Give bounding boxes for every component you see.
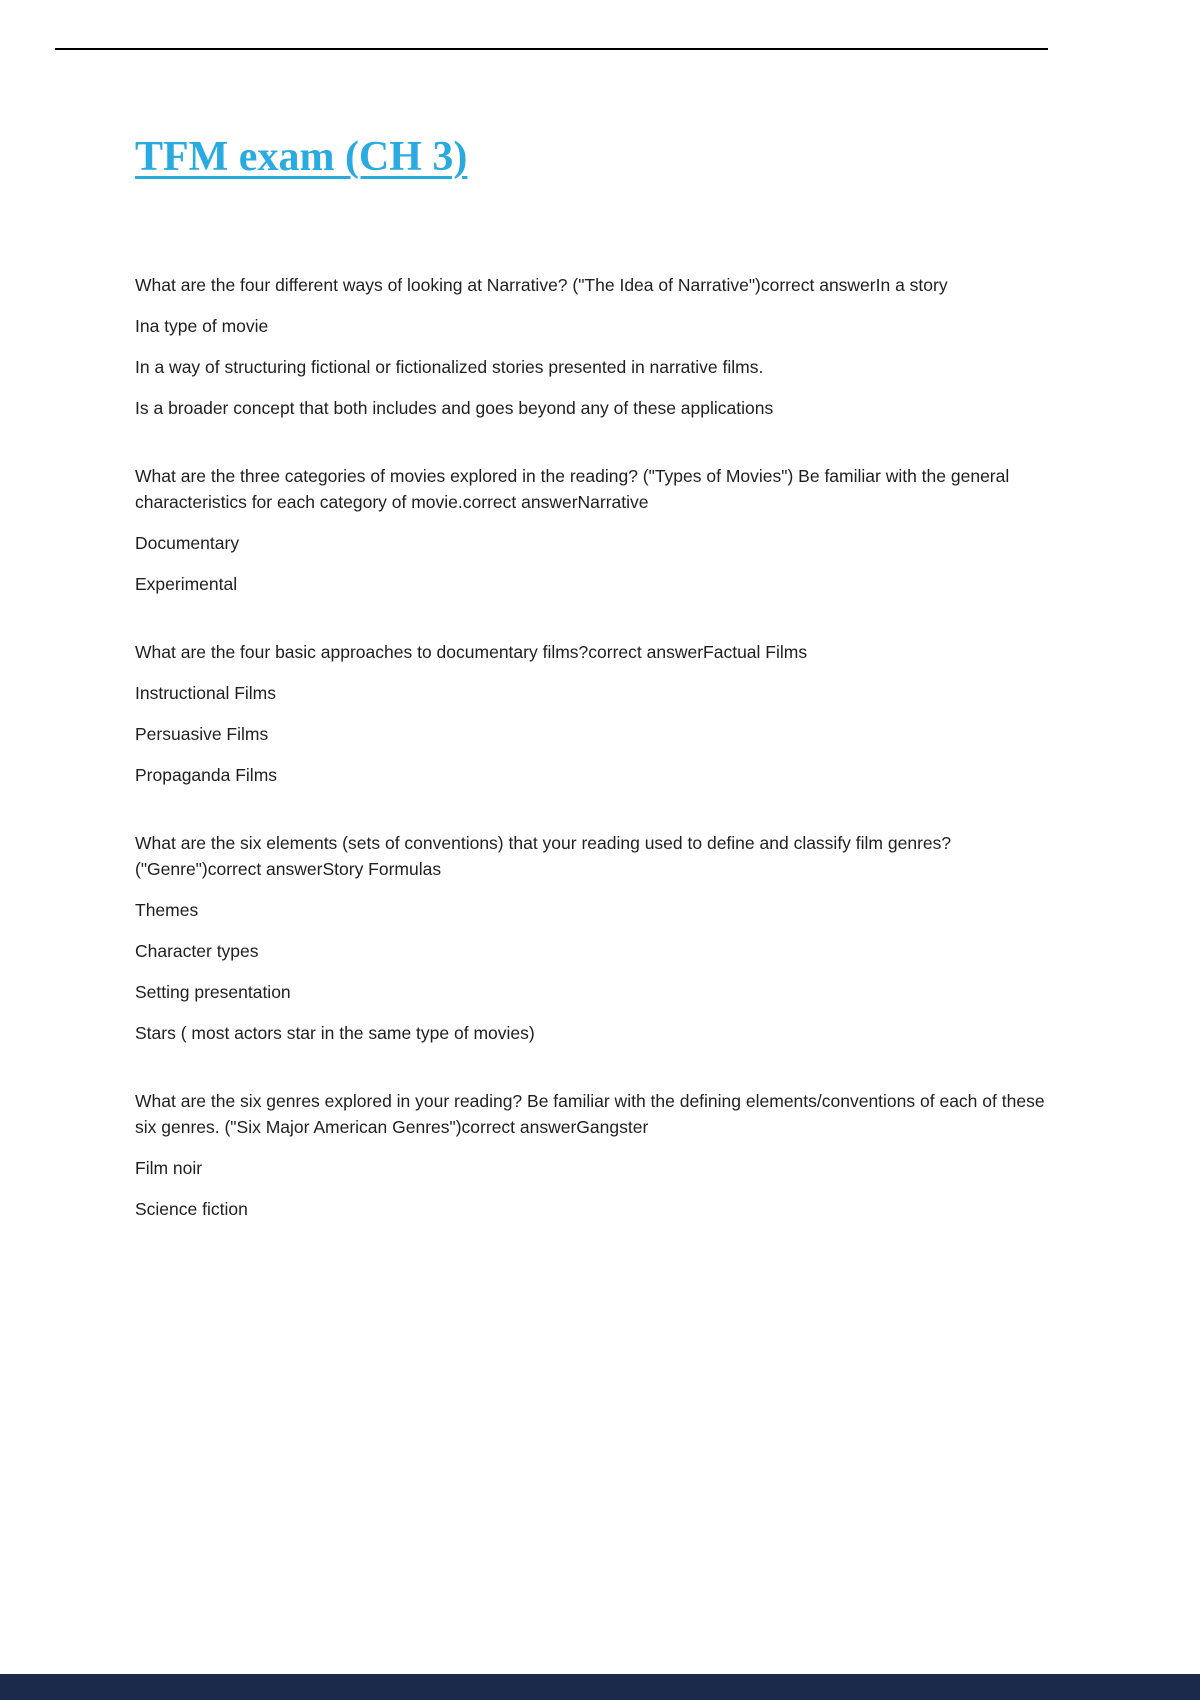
answer-line: Film noir <box>135 1158 203 1178</box>
header-rule <box>55 48 1048 50</box>
title-section <box>135 132 1065 182</box>
footer-bar <box>0 1674 1200 1700</box>
answer-line: Themes <box>135 900 199 920</box>
answer-line: Persuasive Films <box>135 724 269 744</box>
answer-line: Stars ( most actors star in the same type of movies) <box>135 1023 535 1043</box>
answer-line: Setting presentation <box>135 982 291 1002</box>
answer-line: Experimental <box>135 574 238 594</box>
question-text: What are the six elements (sets of conventions) that your reading used to define and classify film genres? ("Genre")correct answerStory Formulas <box>135 833 952 879</box>
answer-line: Is a broader concept that both includes and goes beyond any of these applications <box>135 398 774 418</box>
answer-line: Instructional Films <box>135 683 277 703</box>
answer-line: Ina type of movie <box>135 316 269 336</box>
qa-block <box>135 272 1067 421</box>
answer-line: Science fiction <box>135 1199 248 1219</box>
question-text: What are the four basic approaches to documentary films?correct answerFactual Films <box>135 642 808 662</box>
question-text: What are the four different ways of looking at Narrative? ("The Idea of Narrative")correct answerIn a story <box>135 275 948 295</box>
answer-line: Documentary <box>135 533 240 553</box>
answer-line: In a way of structuring fictional or fictionalized stories presented in narrative films. <box>135 357 764 377</box>
question-text: What are the three categories of movies explored in the reading? ("Types of Movies") Be familiar with the general characteristics for each category of movie.correct answerNarrative <box>135 466 1010 512</box>
page-title: TFM exam (CH 3) <box>135 134 468 180</box>
qa-block <box>135 1088 1067 1222</box>
qa-block <box>135 830 1067 1046</box>
answer-line: Character types <box>135 941 259 961</box>
document-content <box>135 272 1067 1264</box>
qa-block <box>135 463 1067 597</box>
qa-block <box>135 639 1067 788</box>
question-text: What are the six genres explored in your reading? Be familiar with the defining elements/conventions of each of these six genres. ("Six Major American Genres")correct answerGangster <box>135 1091 1045 1137</box>
answer-line: Propaganda Films <box>135 765 278 785</box>
